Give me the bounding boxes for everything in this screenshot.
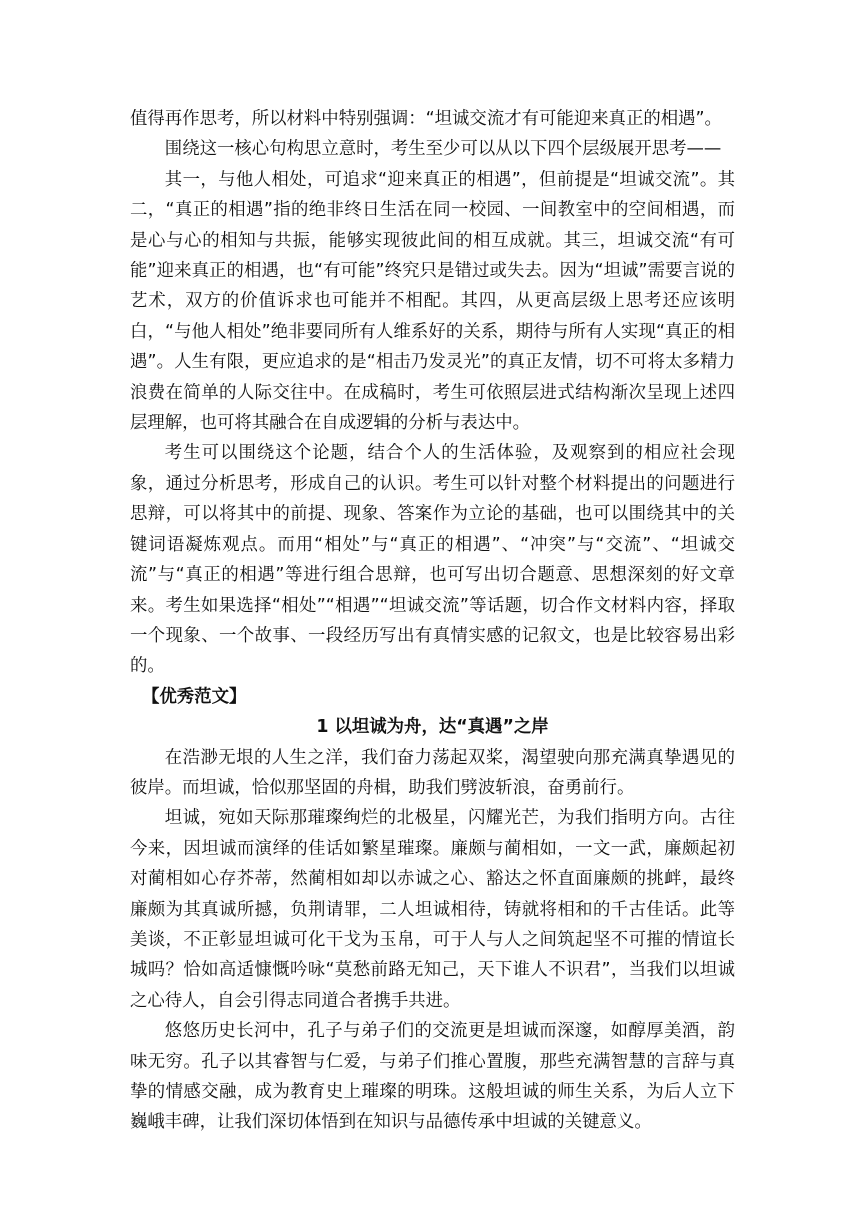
paragraph-continuation: 值得再作思考，所以材料中特别强调：“坦诚交流才有可能迎来真正的相遇”。: [130, 109, 722, 129]
paragraph-intro: 围绕这一核心句构思立意时，考生至少可以从以下四个层级展开思考——: [164, 139, 722, 160]
paragraph-four-levels: 其一，与他人相处，可追求“迎来真正的相遇”，但前提是“坦诚交流”。其二，“真正的相遇”指的绝非终日生活在同一校园、一间教室中的空间相遇，而是心与心的相知与共振，能够实现彼此间的相互成就。其三，坦诚交流“有可能”迎来真正的相遇，也“有可能”终究只是错过或失去。因为“坦诚”需要言说的艺术，双方的价值诉求也可能并不相配。其四，从更高层级上思考还应该明白，“与他人相处”绝非要同所有人维系好的关系，期待与所有人实现“真正的相遇”。人生有限，更应追求的是“相击乃发灵光”的真正友情，切不可将太多精力浪费在简单的人际交往中。在成稿时，考生可依照层进式结构渐次呈现上述四层理解，也可将其融合在自成逻辑的分析与表达中。: [130, 169, 735, 434]
essay-title: 1 以坦诚为舟，达“真遇”之岸: [316, 717, 549, 738]
paragraph-writing-guidance: 考生可以围绕这个论题，结合个人的生活体验，及观察到的相应社会现象，通过分析思考，形成自己的认识。考生可以针对整个材料提出的问题进行思辩，可以将其中的前提、现象、答案作为立论的基础，也可以围绕其中的关键词语凝炼观点。而用“相处”与“真正的相遇”、“冲突”与“交流”、“坦诚交流”与“真正的相遇”等进行组合思辩，也可写出切合题意、思想深刻的好文章来。考生如果选择“相处”“相遇”“坦诚交流”等话题，切合作文材料内容，择取一个现象、一个故事、一段经历写出有真情实感的记叙文，也是比较容易出彩的。: [130, 443, 735, 677]
document-body: [130, 104, 735, 1138]
essay-paragraph: 在浩渺无垠的人生之洋，我们奋力荡起双桨，渴望驶向那充满真挚遇见的彼岸。而坦诚，恰似那坚固的舟楫，助我们劈波斩浪，奋勇前行。: [130, 747, 735, 798]
section-heading: 【优秀范文】: [142, 686, 247, 707]
essay-paragraph: 悠悠历史长河中，孔子与弟子们的交流更是坦诚而深邃，如醇厚美酒，韵味无穷。孔子以其睿智与仁爱，与弟子们推心置腹，那些充满智慧的言辞与真挚的情感交融，成为教育史上璀璨的明珠。这般坦诚的师生关系，为后人立下巍峨丰碑，让我们深切体悟到在知识与品德传承中坦诚的关键意义。: [130, 1021, 735, 1133]
essay-paragraph: 坦诚，宛如天际那璀璨绚烂的北极星，闪耀光芒，为我们指明方向。古往今来，因坦诚而演绎的佳话如繁星璀璨。廉颇与蔺相如，一文一武，廉颇起初对蔺相如心存芥蒂，然蔺相如却以赤诚之心、豁达之怀直面廉颇的挑衅，最终廉颇为其真诚所撼，负荆请罪，二人坦诚相待，铸就将相和的千古佳话。此等美谈，不正彰显坦诚可化干戈为玉帛，可于人与人之间筑起坚不可摧的情谊长城吗？恰如高适慷慨吟咏“莫愁前路无知己，天下谁人不识君”，当我们以坦诚之心待人，自会引得志同道合者携手共进。: [130, 808, 735, 1011]
